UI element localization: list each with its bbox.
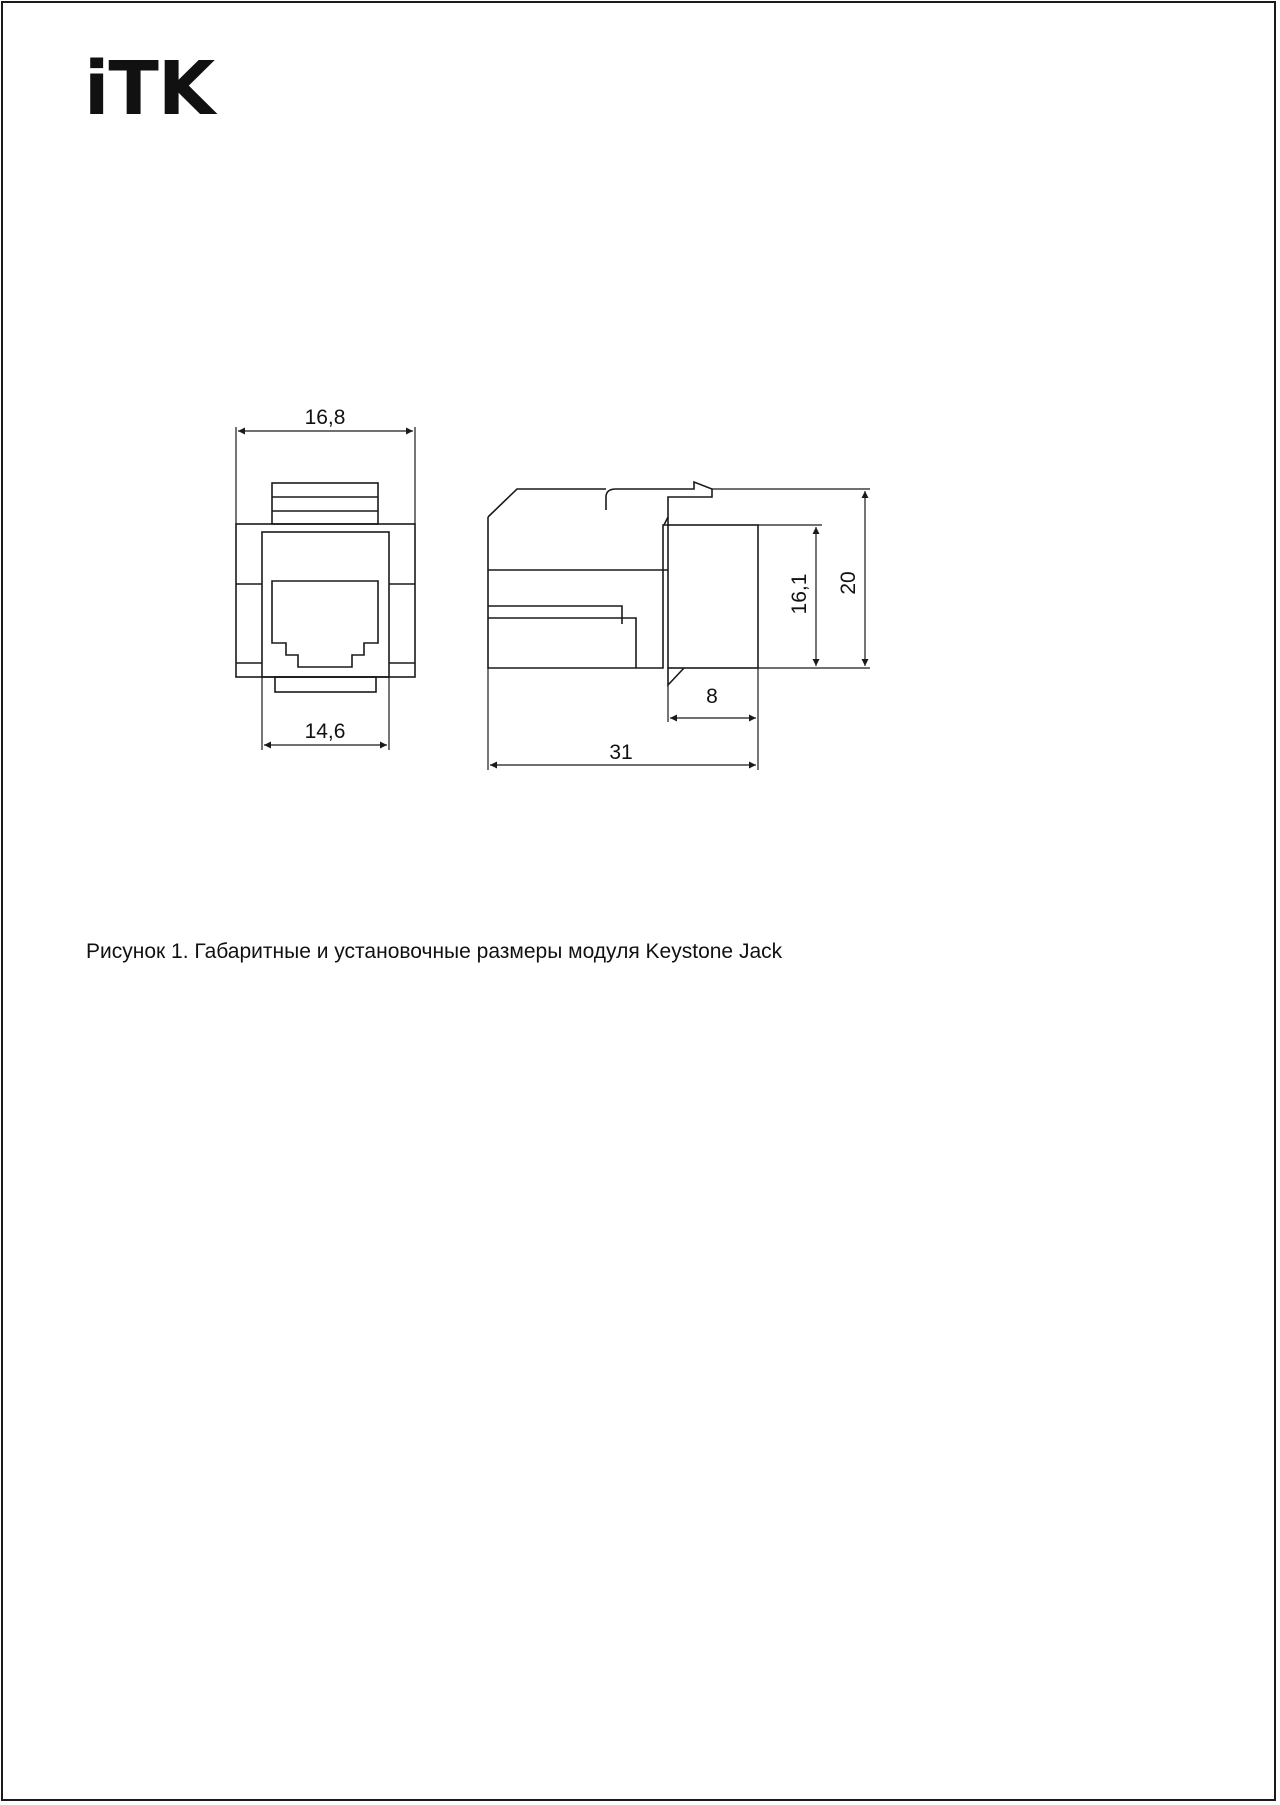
front-inner-face — [262, 532, 389, 677]
dim-label-front-inner-width: 14,6 — [304, 720, 346, 743]
front-dimension-lines — [236, 427, 415, 750]
itk-logo: iTK — [84, 46, 215, 132]
rj45-port-opening — [272, 581, 378, 667]
side-rail — [488, 606, 636, 668]
side-dimension-lines — [488, 489, 870, 770]
dim-label-front-outer-width: 16,8 — [304, 406, 346, 429]
dim-label-side-body-height: 16,1 — [788, 573, 811, 615]
front-body-outline — [236, 524, 415, 677]
figure-caption: Рисунок 1. Габаритные и установочные размеры модуля Keystone Jack — [86, 940, 783, 963]
side-view — [488, 482, 758, 685]
side-front-face — [668, 525, 758, 668]
front-bottom-tab — [275, 677, 376, 692]
front-top-latch — [272, 483, 378, 524]
front-view — [236, 483, 415, 692]
side-body-outline — [488, 517, 668, 668]
dim-label-side-latch-depth: 8 — [706, 685, 718, 708]
dim-label-side-total-height: 20 — [837, 571, 860, 595]
dim-label-side-length: 31 — [609, 741, 633, 764]
side-top-slope — [488, 489, 606, 517]
side-latch — [606, 482, 712, 525]
side-bottom-hook — [668, 668, 684, 685]
